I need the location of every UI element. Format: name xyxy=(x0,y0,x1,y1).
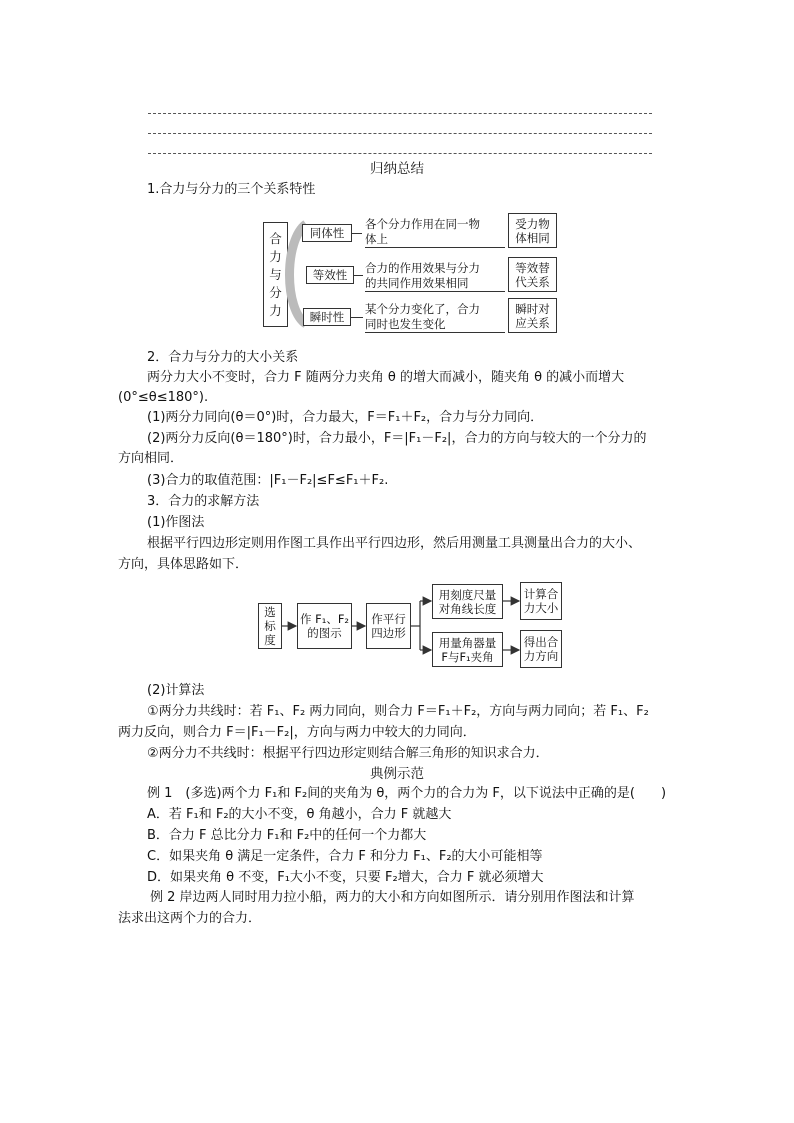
examples-heading: 典例示范 xyxy=(370,766,424,782)
item2-paragraph-1b: (0°≤θ≤180°). xyxy=(118,390,209,405)
item2-paragraph-3a: (2)两分力反向(θ＝180°)时，合力最小，F＝|F₁－F₂|，合力的方向与较大的一个分力的 xyxy=(147,431,647,446)
result-box-2: 等效替 代关系 xyxy=(508,257,557,292)
example1-stem: 例 1 (多选)两个力 F₁和 F₂间的夹角为 θ，两个力的合力为 F，以下说法中正确的是( ) xyxy=(147,786,667,801)
flow-box-get-direction: 得出合 力方向 xyxy=(520,630,562,668)
example1-option-c: C．如果夹角 θ 满足一定条件，合力 F 和分力 F₁、F₂的大小可能相等 xyxy=(147,849,543,864)
example1-option-a: A．若 F₁和 F₂的大小不变，θ 角越小，合力 F 就越大 xyxy=(147,807,452,822)
method1-title: (1)作图法 xyxy=(147,515,205,530)
example1-option-b: B．合力 F 总比分力 F₁和 F₂中的任何一个力都大 xyxy=(147,828,427,843)
row1-desc-line1: 各个分力作用在同一物 xyxy=(365,217,480,231)
row1-desc-line2: 体上 xyxy=(365,232,388,246)
flow-box-draw-forces: 作 F₁、F₂ 的图示 xyxy=(297,603,352,649)
flow-box-calc-magnitude: 计算合 力大小 xyxy=(520,582,562,620)
tag-box-3: 瞬时性 xyxy=(303,308,351,326)
summary-heading: 归纳总结 xyxy=(370,161,424,177)
method2-paragraph-1b: 两力反向，则合力 F＝|F₁－F₂|，方向与两力中较大的力同向． xyxy=(118,725,476,740)
flow-box-parallelogram: 作平行 四边形 xyxy=(366,603,411,649)
row3-desc-line1: 某个分力变化了，合力 xyxy=(365,302,480,316)
example2-stem-a: 例 2 岸边两人同时用力拉小船，两力的大小和方向如图所示．请分别用作图法和计算 xyxy=(150,890,635,905)
item2-title: 2．合力与分力的大小关系 xyxy=(147,350,299,365)
method2-title: (2)计算法 xyxy=(147,683,205,698)
tag-box-1: 同体性 xyxy=(302,224,352,242)
example2-stem-b: 法求出这两个力的合力． xyxy=(118,911,262,926)
item2-paragraph-3b: 方向相同． xyxy=(118,451,184,466)
item3-title: 3．合力的求解方法 xyxy=(147,494,260,509)
flow-box-measure-length: 用刻度尺量 对角线长度 xyxy=(432,584,503,619)
method1-paragraph-b: 方向，具体思路如下． xyxy=(118,557,249,572)
row3-desc-line2: 同时也发生变化 xyxy=(365,317,446,331)
flow-box-measure-angle: 用量角器量 F与F₁夹角 xyxy=(432,632,503,667)
row2-desc-line1: 合力的作用效果与分力 xyxy=(365,261,480,275)
tag-box-2: 等效性 xyxy=(306,266,354,284)
method1-paragraph-a: 根据平行四边形定则用作图工具作出平行四边形，然后用测量工具测量出合力的大小、 xyxy=(147,536,642,551)
row2-desc-line2: 的共同作用效果相同 xyxy=(365,276,469,290)
item2-paragraph-1a: 两分力大小不变时，合力 F 随两分力夹角 θ 的增大而减小，随夹角 θ 的减小而增大 xyxy=(147,370,625,385)
example1-option-d: D．如果夹角 θ 不变，F₁大小不变，只要 F₂增大，合力 F 就必须增大 xyxy=(147,870,544,885)
method2-paragraph-1a: ①两分力共线时：若 F₁、F₂ 两力同向，则合力 F＝F₁＋F₂，方向与两力同向；若 F₁、F₂ xyxy=(147,704,649,719)
method2-paragraph-2: ②两分力不共线时：根据平行四边形定则结合解三角形的知识求合力． xyxy=(147,746,549,761)
flow-box-scale: 选 标 度 xyxy=(258,603,282,649)
item2-paragraph-2: (1)两分力同向(θ＝0°)时，合力最大，F＝F₁＋F₂，合力与分力同向． xyxy=(147,410,544,425)
center-label-box: 合 力 与 分 力 xyxy=(263,222,288,327)
result-box-3: 瞬时对 应关系 xyxy=(508,298,557,333)
item2-paragraph-4: (3)合力的取值范围：|F₁－F₂|≤F≤F₁＋F₂. xyxy=(147,473,389,488)
result-box-1: 受力物 体相同 xyxy=(508,213,557,248)
item1-title: 1.合力与分力的三个关系特性 xyxy=(147,182,316,197)
